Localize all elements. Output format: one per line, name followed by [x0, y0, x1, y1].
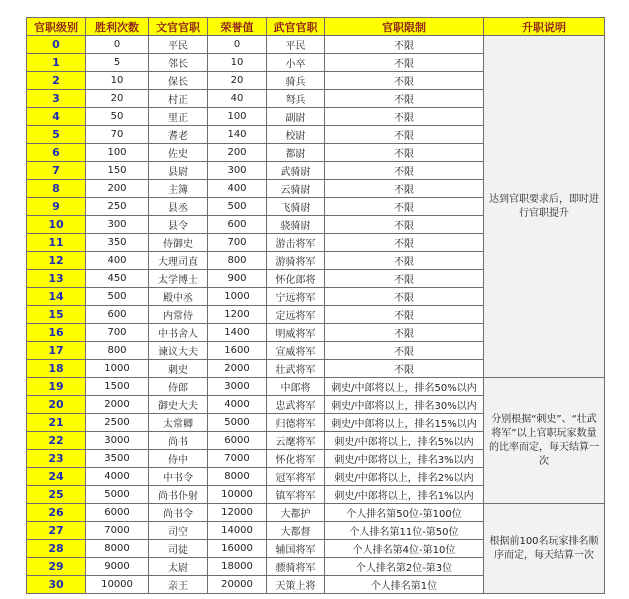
header-military-title: 武官官职: [267, 18, 325, 36]
military-title-cell: 弩兵: [267, 90, 325, 108]
promotion-note: 达到官职要求后，即时进行官职提升: [484, 36, 605, 378]
military-title-cell: 壮武将军: [267, 360, 325, 378]
civil-title-cell: 侍郎: [149, 378, 208, 396]
military-title-cell: 冠军将军: [267, 468, 325, 486]
header-civil-title: 文官官职: [149, 18, 208, 36]
rank-level-cell: 16: [27, 324, 86, 342]
military-title-cell: 云骑尉: [267, 180, 325, 198]
civil-title-cell: 保长: [149, 72, 208, 90]
honor-cell: 20000: [208, 576, 267, 594]
wins-cell: 600: [86, 306, 149, 324]
table-row: [27, 378, 605, 396]
rank-level-cell: 10: [27, 216, 86, 234]
wins-cell: 250: [86, 198, 149, 216]
wins-cell: 450: [86, 270, 149, 288]
honor-cell: 140: [208, 126, 267, 144]
table-row: [27, 504, 605, 522]
honor-cell: 16000: [208, 540, 267, 558]
military-title-cell: 宁远将军: [267, 288, 325, 306]
civil-title-cell: 内常侍: [149, 306, 208, 324]
restriction-cell: 不限: [325, 180, 484, 198]
military-title-cell: 镇军将军: [267, 486, 325, 504]
rank-level-cell: 5: [27, 126, 86, 144]
restriction-cell: 刺史/中郎将以上，排名1%以内: [325, 486, 484, 504]
restriction-cell: 不限: [325, 36, 484, 54]
civil-title-cell: 邻长: [149, 54, 208, 72]
rank-level-cell: 21: [27, 414, 86, 432]
civil-title-cell: 谏议大夫: [149, 342, 208, 360]
restriction-cell: 刺史/中郎将以上，排名2%以内: [325, 468, 484, 486]
civil-title-cell: 主簿: [149, 180, 208, 198]
rank-level-cell: 3: [27, 90, 86, 108]
wins-cell: 100: [86, 144, 149, 162]
honor-cell: 3000: [208, 378, 267, 396]
honor-cell: 400: [208, 180, 267, 198]
wins-cell: 7000: [86, 522, 149, 540]
military-title-cell: 游击将军: [267, 234, 325, 252]
rank-level-cell: 23: [27, 450, 86, 468]
civil-title-cell: 耆老: [149, 126, 208, 144]
rank-level-cell: 29: [27, 558, 86, 576]
restriction-cell: 不限: [325, 198, 484, 216]
rank-level-cell: 28: [27, 540, 86, 558]
honor-cell: 2000: [208, 360, 267, 378]
civil-title-cell: 平民: [149, 36, 208, 54]
rank-level-cell: 25: [27, 486, 86, 504]
military-title-cell: 平民: [267, 36, 325, 54]
civil-title-cell: 司徒: [149, 540, 208, 558]
honor-cell: 0: [208, 36, 267, 54]
military-title-cell: 明威将军: [267, 324, 325, 342]
military-title-cell: 怀化郎将: [267, 270, 325, 288]
civil-title-cell: 御史大夫: [149, 396, 208, 414]
honor-cell: 1600: [208, 342, 267, 360]
restriction-cell: 不限: [325, 324, 484, 342]
rank-level-cell: 13: [27, 270, 86, 288]
wins-cell: 10: [86, 72, 149, 90]
civil-title-cell: 司空: [149, 522, 208, 540]
military-title-cell: 骑兵: [267, 72, 325, 90]
civil-title-cell: 太常卿: [149, 414, 208, 432]
restriction-cell: 不限: [325, 360, 484, 378]
military-title-cell: 骁骑尉: [267, 216, 325, 234]
rank-level-cell: 6: [27, 144, 86, 162]
wins-cell: 20: [86, 90, 149, 108]
honor-cell: 1200: [208, 306, 267, 324]
restriction-cell: 不限: [325, 342, 484, 360]
military-title-cell: 大都督: [267, 522, 325, 540]
rank-level-cell: 9: [27, 198, 86, 216]
civil-title-cell: 太尉: [149, 558, 208, 576]
military-title-cell: 副尉: [267, 108, 325, 126]
honor-cell: 500: [208, 198, 267, 216]
rank-level-cell: 4: [27, 108, 86, 126]
header-wins: 胜利次数: [86, 18, 149, 36]
civil-title-cell: 中书舍人: [149, 324, 208, 342]
wins-cell: 800: [86, 342, 149, 360]
military-title-cell: 定远将军: [267, 306, 325, 324]
honor-cell: 18000: [208, 558, 267, 576]
rank-level-cell: 26: [27, 504, 86, 522]
rank-level-cell: 22: [27, 432, 86, 450]
civil-title-cell: 侍中: [149, 450, 208, 468]
promotion-note: 根据前100名玩家排名顺序而定，每天结算一次: [484, 504, 605, 594]
restriction-cell: 个人排名第11位-第50位: [325, 522, 484, 540]
wins-cell: 50: [86, 108, 149, 126]
restriction-cell: 不限: [325, 72, 484, 90]
honor-cell: 900: [208, 270, 267, 288]
rank-level-cell: 27: [27, 522, 86, 540]
civil-title-cell: 亲王: [149, 576, 208, 594]
military-title-cell: 中郎将: [267, 378, 325, 396]
restriction-cell: 不限: [325, 288, 484, 306]
military-title-cell: 飞骑尉: [267, 198, 325, 216]
wins-cell: 8000: [86, 540, 149, 558]
honor-cell: 8000: [208, 468, 267, 486]
restriction-cell: 个人排名第1位: [325, 576, 484, 594]
wins-cell: 500: [86, 288, 149, 306]
honor-cell: 700: [208, 234, 267, 252]
rank-level-cell: 15: [27, 306, 86, 324]
honor-cell: 12000: [208, 504, 267, 522]
wins-cell: 70: [86, 126, 149, 144]
wins-cell: 300: [86, 216, 149, 234]
military-title-cell: 辅国将军: [267, 540, 325, 558]
rank-level-cell: 19: [27, 378, 86, 396]
civil-title-cell: 县丞: [149, 198, 208, 216]
wins-cell: 3000: [86, 432, 149, 450]
header-rank-level: 官职级别: [27, 18, 86, 36]
header-row: [27, 18, 605, 36]
military-title-cell: 小卒: [267, 54, 325, 72]
civil-title-cell: 殿中丞: [149, 288, 208, 306]
rank-level-cell: 8: [27, 180, 86, 198]
wins-cell: 1500: [86, 378, 149, 396]
wins-cell: 5000: [86, 486, 149, 504]
civil-title-cell: 侍御史: [149, 234, 208, 252]
military-title-cell: 武骑尉: [267, 162, 325, 180]
wins-cell: 9000: [86, 558, 149, 576]
military-title-cell: 天策上将: [267, 576, 325, 594]
civil-title-cell: 太学博士: [149, 270, 208, 288]
header-restriction: 官职限制: [325, 18, 484, 36]
honor-cell: 7000: [208, 450, 267, 468]
wins-cell: 2500: [86, 414, 149, 432]
honor-cell: 40: [208, 90, 267, 108]
restriction-cell: 刺史/中郎将以上，排名5%以内: [325, 432, 484, 450]
restriction-cell: 不限: [325, 126, 484, 144]
honor-cell: 800: [208, 252, 267, 270]
restriction-cell: 刺史/中郎将以上，排名50%以内: [325, 378, 484, 396]
restriction-cell: 刺史/中郎将以上，排名3%以内: [325, 450, 484, 468]
restriction-cell: 不限: [325, 54, 484, 72]
restriction-cell: 不限: [325, 162, 484, 180]
civil-title-cell: 村正: [149, 90, 208, 108]
restriction-cell: 个人排名第4位-第10位: [325, 540, 484, 558]
rank-level-cell: 12: [27, 252, 86, 270]
wins-cell: 0: [86, 36, 149, 54]
rank-level-cell: 17: [27, 342, 86, 360]
military-title-cell: 骠骑将军: [267, 558, 325, 576]
military-title-cell: 归德将军: [267, 414, 325, 432]
wins-cell: 10000: [86, 576, 149, 594]
wins-cell: 6000: [86, 504, 149, 522]
civil-title-cell: 佐史: [149, 144, 208, 162]
rank-level-cell: 1: [27, 54, 86, 72]
rank-level-cell: 7: [27, 162, 86, 180]
promotion-note: 分别根据“刺史”、“壮武将军”以上官职玩家数量的比率而定，每天结算一次: [484, 378, 605, 504]
civil-title-cell: 中书令: [149, 468, 208, 486]
civil-title-cell: 尚书: [149, 432, 208, 450]
wins-cell: 3500: [86, 450, 149, 468]
honor-cell: 600: [208, 216, 267, 234]
rank-level-cell: 11: [27, 234, 86, 252]
honor-cell: 4000: [208, 396, 267, 414]
civil-title-cell: 里正: [149, 108, 208, 126]
wins-cell: 1000: [86, 360, 149, 378]
rank-table: [26, 17, 605, 594]
honor-cell: 14000: [208, 522, 267, 540]
rank-level-cell: 18: [27, 360, 86, 378]
military-title-cell: 宣威将军: [267, 342, 325, 360]
honor-cell: 1400: [208, 324, 267, 342]
restriction-cell: 不限: [325, 234, 484, 252]
wins-cell: 150: [86, 162, 149, 180]
honor-cell: 100: [208, 108, 267, 126]
wins-cell: 4000: [86, 468, 149, 486]
honor-cell: 1000: [208, 288, 267, 306]
rank-level-cell: 0: [27, 36, 86, 54]
military-title-cell: 云麾将军: [267, 432, 325, 450]
restriction-cell: 个人排名第2位-第3位: [325, 558, 484, 576]
table-row: [27, 36, 605, 54]
restriction-cell: 不限: [325, 216, 484, 234]
civil-title-cell: 县尉: [149, 162, 208, 180]
civil-title-cell: 刺史: [149, 360, 208, 378]
header-promotion-note: 升职说明: [484, 18, 605, 36]
military-title-cell: 大都护: [267, 504, 325, 522]
restriction-cell: 刺史/中郎将以上，排名30%以内: [325, 396, 484, 414]
honor-cell: 200: [208, 144, 267, 162]
honor-cell: 20: [208, 72, 267, 90]
military-title-cell: 校尉: [267, 126, 325, 144]
wins-cell: 700: [86, 324, 149, 342]
wins-cell: 350: [86, 234, 149, 252]
header-honor: 荣誉值: [208, 18, 267, 36]
military-title-cell: 忠武将军: [267, 396, 325, 414]
wins-cell: 200: [86, 180, 149, 198]
rank-level-cell: 2: [27, 72, 86, 90]
wins-cell: 5: [86, 54, 149, 72]
restriction-cell: 刺史/中郎将以上，排名15%以内: [325, 414, 484, 432]
rank-level-cell: 24: [27, 468, 86, 486]
restriction-cell: 不限: [325, 252, 484, 270]
restriction-cell: 不限: [325, 90, 484, 108]
honor-cell: 6000: [208, 432, 267, 450]
military-title-cell: 怀化将军: [267, 450, 325, 468]
military-title-cell: 都尉: [267, 144, 325, 162]
restriction-cell: 不限: [325, 306, 484, 324]
civil-title-cell: 县令: [149, 216, 208, 234]
honor-cell: 10: [208, 54, 267, 72]
wins-cell: 400: [86, 252, 149, 270]
rank-level-cell: 20: [27, 396, 86, 414]
restriction-cell: 不限: [325, 144, 484, 162]
honor-cell: 5000: [208, 414, 267, 432]
military-title-cell: 游骑将军: [267, 252, 325, 270]
wins-cell: 2000: [86, 396, 149, 414]
rank-level-cell: 30: [27, 576, 86, 594]
restriction-cell: 不限: [325, 270, 484, 288]
honor-cell: 300: [208, 162, 267, 180]
restriction-cell: 不限: [325, 108, 484, 126]
rank-level-cell: 14: [27, 288, 86, 306]
civil-title-cell: 尚书令: [149, 504, 208, 522]
honor-cell: 10000: [208, 486, 267, 504]
civil-title-cell: 尚书仆射: [149, 486, 208, 504]
restriction-cell: 个人排名第50位-第100位: [325, 504, 484, 522]
civil-title-cell: 大理司直: [149, 252, 208, 270]
